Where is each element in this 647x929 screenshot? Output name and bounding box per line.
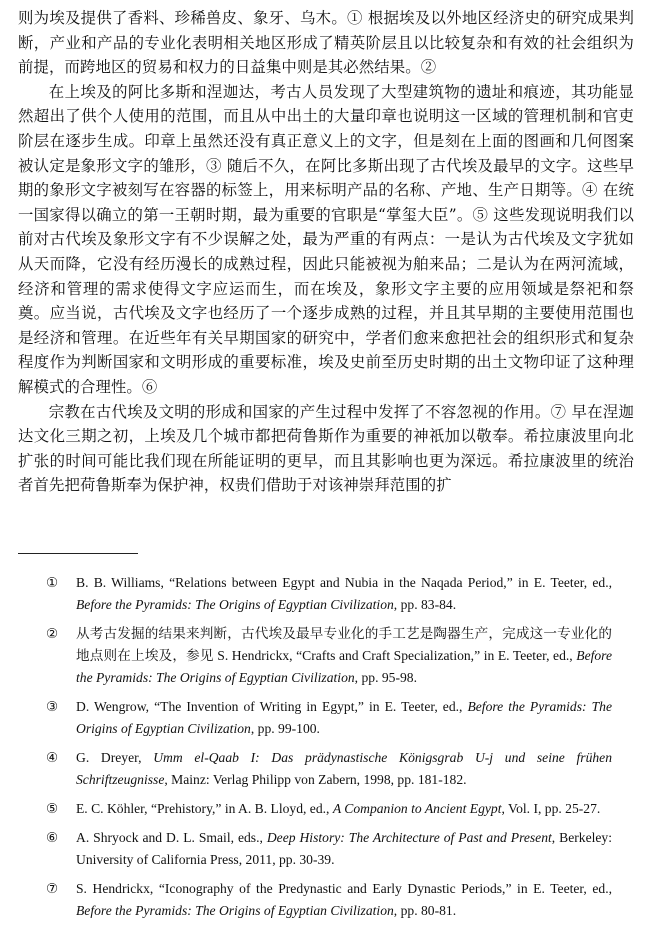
citation-text: E. C. Köhler, “Prehistory,” in A. B. Lloyd, ed., [76, 801, 333, 816]
body-paragraph: 宗教在古代埃及文明的形成和国家的产生过程中发挥了不容忽视的作用。⑦ 早在涅迦达文化三期之初，上埃及几个城市都把荷鲁斯作为重要的神祇加以敬奉。希拉康波里向北扩张的时间可能比我们现在所能证明的更早，而且其影响也更为深远。希拉康波里的统治者首先把荷鲁斯奉为保护神，权贵们借助于对该神崇拜范围的扩 [18, 402, 634, 495]
footnote [18, 696, 612, 740]
footnote-text [76, 801, 600, 816]
citation-text: , Berkeley: University of California Press, 2011, pp. 30-39. [76, 830, 612, 867]
footnote [18, 878, 612, 922]
footnote-marker: ⑤ [46, 801, 59, 816]
footnote [18, 798, 612, 820]
page [18, 6, 634, 498]
citation-text: S. Hendrickx, “Iconography of the Predynastic and Early Dynastic Periods,” in E. Teeter, ed., [76, 881, 612, 896]
citation-text: 从考古发掘的结果来判断，古代埃及最早专业化的手工艺是陶器生产，完成这一专业化的地点则在上埃及，参见 S. Hendrickx, “Crafts and Craft Specialization,” in E. Teeter, ed., [76, 626, 612, 663]
footnote-text [76, 699, 612, 736]
footnote-text [76, 575, 612, 612]
footnote-divider [18, 553, 138, 554]
body-text [18, 6, 634, 498]
footnote-marker: ⑦ [46, 881, 59, 896]
citation-title: Deep History: The Architecture of Past and Present [266, 830, 552, 845]
citation-text: , pp. 83-84. [393, 597, 457, 612]
footnote-marker: ③ [46, 699, 59, 714]
citation-title: Before the Pyramids: The Origins of Egyptian Civilization [76, 648, 612, 685]
citation-text: A. Shryock and D. L. Smail, eds., [76, 830, 267, 845]
footnote [18, 623, 612, 689]
footnote-text [76, 750, 612, 787]
footnotes [18, 572, 612, 929]
footnote-text [76, 626, 612, 685]
citation-title: Before the Pyramids: The Origins of Egyptian Civilization [76, 903, 394, 918]
footnote-text [76, 881, 612, 918]
citation-text: , Mainz: Verlag Philipp von Zabern, 1998, pp. 181-182. [164, 772, 467, 787]
footnote [18, 572, 612, 616]
citation-text: , Vol. I, pp. 25-27. [501, 801, 601, 816]
footnote-marker: ⑥ [46, 830, 59, 845]
body-paragraph: 在上埃及的阿比多斯和涅迦达，考古人员发现了大型建筑物的遗址和痕迹，其功能显然超出了供个人使用的范围，而且从中出土的大量印章也说明这一区域的管理机制和官吏阶层在逐步生成。印章上虽然还没有真正意义上的文字，但是刻在上面的图画和几何图案被认定是象形文字的雏形，③ 随后不久，在阿比多斯出现了古代埃及最早的文字。这些早期的象形文字被刻写在容器的标签上，用来标明产品的名称、产地、生产日期等。④ 在统一国家得以确立的第一王朝时期，最为重要的官职是“掌玺大臣”。⑤ 这些发现说明我们以前对古代埃及象形文字有不少误解之处，最为严重的有两点：一是认为古代埃及文字犹如从天而降，它没有经历漫长的成熟过程，因此只能被视为舶来品；二是认为在两河流域，经济和管理的需求使得文字应运而生，而在埃及，象形文字主要的应用领域是祭祀和祭奠。应当说，古代埃及文字也经历了一个逐步成熟的过程，并且其早期的主要使用范围也是经济和管理。在近些年有关早期国家的研究中，学者们愈来愈把社会的组织形式和复杂程度作为判断国家和文明形成的重要标准，埃及史前至历史时期的出土文物印证了这种理解模式的合理性。⑥ [18, 82, 634, 396]
citation-title: Before the Pyramids: The Origins of Egyptian Civilization [76, 699, 612, 736]
citation-text: , pp. 95-98. [354, 670, 417, 685]
footnote-marker: ④ [46, 750, 59, 765]
citation-text: G. Dreyer, [76, 750, 154, 765]
citation-text: , pp. 80-81. [393, 903, 457, 918]
citation-text: , pp. 99-100. [250, 721, 320, 736]
body-paragraph: 则为埃及提供了香料、珍稀兽皮、象牙、乌木。① 根据埃及以外地区经济史的研究成果判断，产业和产品的专业化表明相关地区形成了精英阶层且以比较复杂和有效的社会组织为前提，而跨地区的贸易和权力的日益集中则是其必然结果。② [18, 9, 634, 77]
citation-text: B. B. Williams, “Relations between Egypt and Nubia in the Naqada Period,” in E. Teeter, ed., [76, 575, 612, 590]
citation-text: D. Wengrow, “The Invention of Writing in Egypt,” in E. Teeter, ed., [76, 699, 468, 714]
citation-title: Umm el-Qaab I: Das prädynastische Königsgrab U-j und seine frühen Schriftzeugnisse [76, 750, 613, 787]
footnote-marker: ① [46, 575, 59, 590]
footnote [18, 747, 612, 791]
citation-title: Before the Pyramids: The Origins of Egyptian Civilization [76, 597, 394, 612]
citation-title: A Companion to Ancient Egypt [332, 801, 502, 816]
footnote [18, 827, 612, 871]
footnote-marker: ② [46, 626, 59, 641]
footnote-text [76, 830, 612, 867]
